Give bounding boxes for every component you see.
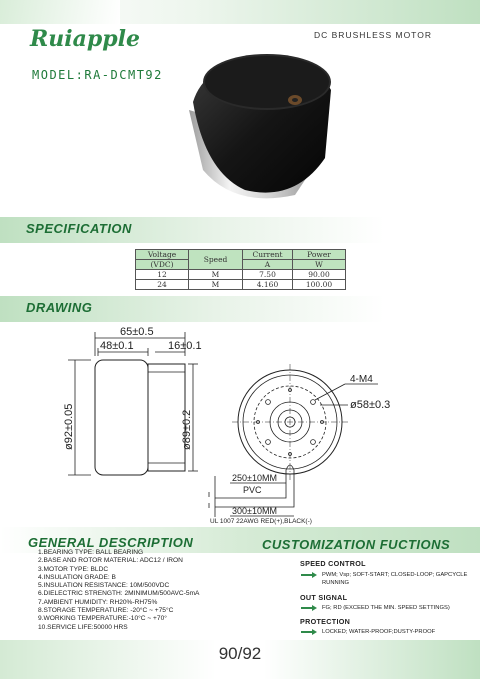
header-speed: Speed	[189, 250, 243, 270]
motor-photo	[175, 40, 345, 210]
list-item: 8.STORAGE TEMPERATURE: -20°C ~ +75°C	[38, 607, 174, 615]
spec-table	[135, 249, 346, 290]
specification-title: SPECIFICATION	[26, 221, 132, 236]
list-item: 3.MOTOR TYPE: BLDC	[38, 565, 109, 573]
list-item: 5.INSULATION RESISTANCE: 10M/500VDC	[38, 582, 170, 590]
cell-current: 7.50	[243, 270, 293, 280]
arrow-right-icon	[301, 572, 317, 578]
cell-speed: M	[189, 280, 243, 290]
cell-speed: M	[189, 270, 243, 280]
pvc-label: PVC	[243, 485, 262, 495]
side-view	[68, 332, 198, 475]
list-item: 2.BASE AND ROTOR MATERIAL: ADC12 / IRON	[38, 557, 183, 565]
logo: Ruiapple	[30, 26, 141, 52]
list-item: 6.DIELECTRIC STRENGTH: 2MINIMUM/500AVC-5mA	[38, 590, 200, 598]
customization-title: CUSTOMIZATION FUCTIONS	[262, 537, 451, 552]
unit-current: A	[243, 260, 293, 270]
arrow-right-icon	[301, 629, 317, 635]
technical-drawing	[0, 320, 480, 525]
list-item: 1.BEARING TYPE: BALL BEARING	[38, 549, 144, 556]
cell-voltage: 12	[136, 270, 189, 280]
speed-control-title: SPEED CONTROL	[300, 559, 366, 568]
general-description-title: GENERAL DESCRIPTION	[28, 535, 194, 550]
pcd-label: ø58±0.3	[350, 399, 391, 411]
document-title: DC BRUSHLESS MOTOR	[314, 30, 432, 40]
table-row	[136, 270, 346, 280]
lead2-label: 300±10MM	[232, 506, 277, 516]
out-signal-title: OUT SIGNAL	[300, 593, 348, 602]
out-signal-text: FG; RD (EXCEED THE MIN. SPEED SETTINGS)	[322, 605, 450, 611]
drawing-title: DRAWING	[26, 300, 93, 315]
unit-power: W	[293, 260, 346, 270]
table-row	[136, 280, 346, 290]
model-number: MODEL:RA-DCMT92	[32, 68, 163, 82]
header-power: Power	[293, 250, 346, 260]
list-item: 9.WORKING TEMPERATURE:-10°C ~ +70°	[38, 615, 167, 623]
protection-title: PROTECTION	[300, 617, 351, 626]
dim-dia-inner: ø89±0.2	[181, 409, 193, 450]
general-description-list	[38, 549, 199, 632]
wire-spec-label: UL 1007 22AWG RED(+),BLACK(-)	[210, 518, 312, 525]
front-view	[209, 364, 378, 517]
cell-current: 4.160	[243, 280, 293, 290]
cell-power: 100.00	[293, 280, 346, 290]
list-item: 4.INSULATION GRADE: B	[38, 573, 116, 581]
list-item: 7.AMBIENT HUMIDITY: RH20%-RH75%	[38, 598, 158, 606]
unit-voltage: (VDC)	[136, 260, 189, 270]
protection-text: LOCKED; WATER-PROOF;DUSTY-PROOF	[322, 629, 436, 635]
dim-dia-outer: ø92±0.05	[63, 403, 75, 450]
dim-body: 48±0.1	[100, 340, 134, 352]
cell-voltage: 24	[136, 280, 189, 290]
header-voltage: Voltage	[136, 250, 189, 260]
holes-label: 4-M4	[350, 374, 373, 385]
top-band-accent	[0, 0, 120, 24]
header-current: Current	[243, 250, 293, 260]
speed-control-text: PWM; Vsp; SOFT-START; CLOSED-LOOP; GAPCYCLE RUNNING	[322, 572, 468, 586]
arrow-right-icon	[301, 605, 317, 611]
dim-shoulder: 16±0.1	[168, 340, 202, 352]
list-item: 10.SERVICE LIFE:50000 HRS	[38, 623, 128, 631]
cell-power: 90.00	[293, 270, 346, 280]
dim-length: 65±0.5	[120, 326, 154, 338]
lead1-label: 250±10MM	[232, 473, 277, 483]
page-number: 90/92	[218, 644, 262, 663]
